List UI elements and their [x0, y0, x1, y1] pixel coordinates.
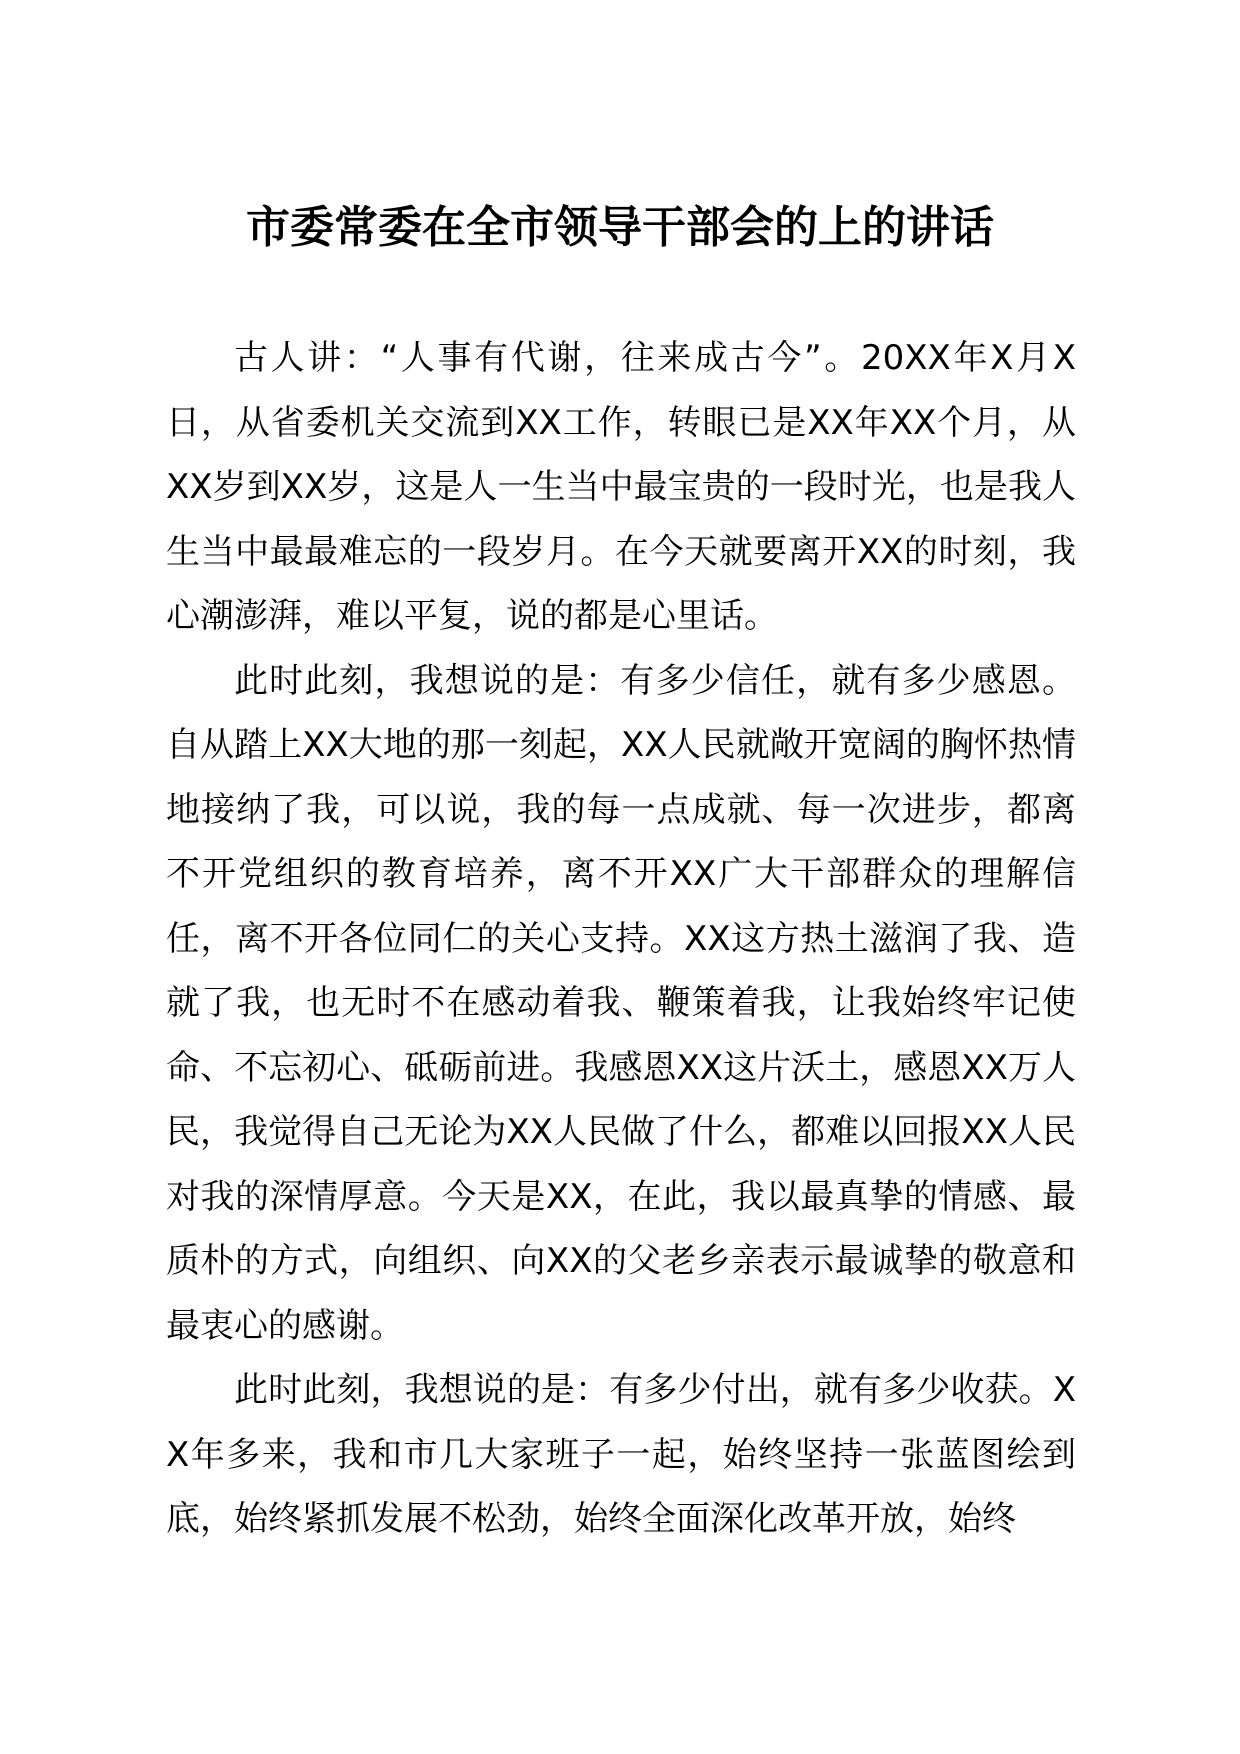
- paragraph-2: 此时此刻，我想说的是：有多少信任，就有多少感恩。自从踏上XX大地的那一刻起，XX人民就敞开宽阔的胸怀热情地接纳了我，可以说，我的每一点成就、每一次进步，都离不开党组织的教育培养，离不开XX广大干部群众的理解信任，离不开各位同仁的关心支持。XX这方热土滋润了我、造就了我，也无时不在感动着我、鞭策着我，让我始终牢记使命、不忘初心、砥砺前进。我感恩XX这片沃土，感恩XX万人民，我觉得自己无论为XX人民做了什么，都难以回报XX人民对我的深情厚意。今天是XX，在此，我以最真挚的情感、最质朴的方式，向组织、向XX的父老乡亲表示最诚挚的敬意和最衷心的感谢。: [166, 660, 1076, 1346]
- document-body: [166, 326, 1076, 1552]
- paragraph-3: 此时此刻，我想说的是：有多少付出，就有多少收获。XX年多来，我和市几大家班子一起，始终坚持一张蓝图绘到底，始终紧抓发展不松劲，始终全面深化改革开放，始终: [166, 1370, 1076, 1539]
- document-title: 市委常委在全市领导干部会的上的讲话: [246, 202, 994, 253]
- paragraph-1: 古人讲：“人事有代谢，往来成古今”。20XX年X月X日，从省委机关交流到XX工作，转眼已是XX年XX个月，从XX岁到XX岁，这是人一生当中最宝贵的一段时光，也是我人生当中最最难忘的一段岁月。在今天就要离开XX的时刻，我心潮澎湃，难以平复，说的都是心里话。: [166, 338, 1076, 636]
